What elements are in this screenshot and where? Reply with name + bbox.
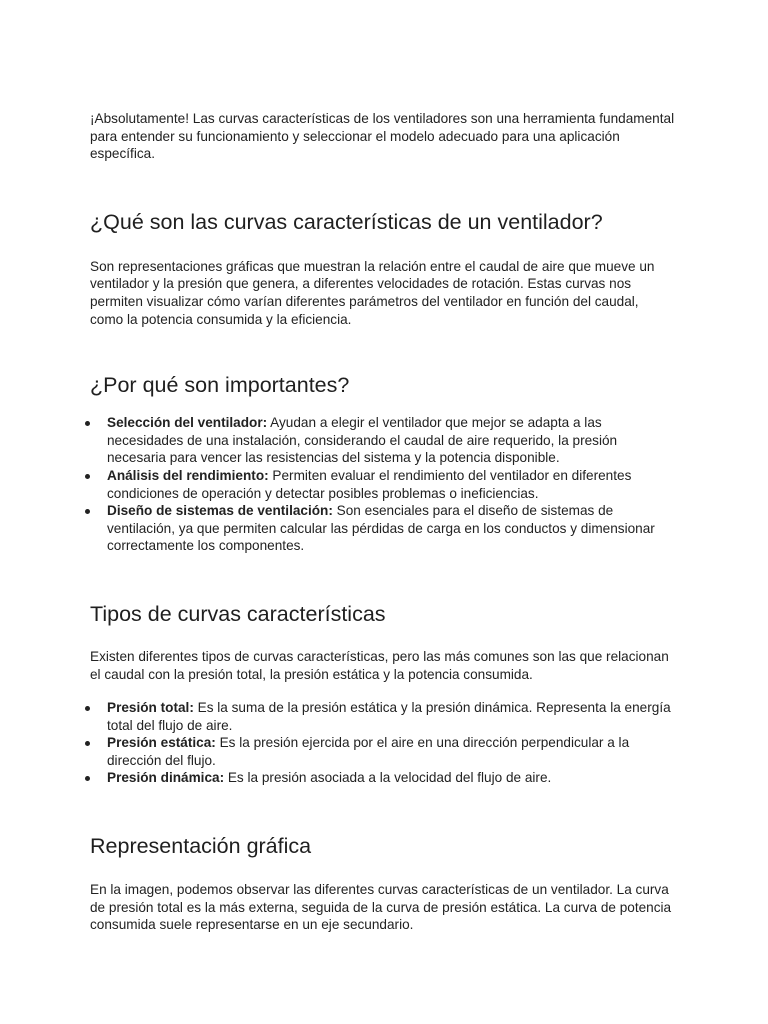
list-item-text: Ayudan a elegir el ventilador que mejor se adapta a las necesidades de una instalación, considerando el caudal de aire requerido, la presión necesaria para vencer las resistencias del sistema y la potencia disponible. bbox=[107, 415, 618, 466]
list-importancia bbox=[90, 414, 675, 555]
heading-por-que: ¿Por qué son importantes? bbox=[90, 373, 350, 398]
list-item bbox=[90, 467, 675, 502]
list-item bbox=[90, 502, 675, 555]
list-item-text: Es la presión asociada a la velocidad del flujo de aire. bbox=[224, 770, 552, 786]
bullet-icon bbox=[85, 421, 90, 426]
document-page bbox=[90, 110, 675, 934]
paragraph-que-son: Son representaciones gráficas que muestran la relación entre el caudal de aire que mueve un ventilador y la presión que genera, a diferentes velocidades de rotación. Estas curvas nos permiten visualizar cómo varían diferentes parámetros del ventilador en función del caudal, como la potencia consumida y la eficiencia. bbox=[90, 258, 655, 327]
bullet-icon bbox=[85, 509, 90, 514]
intro-paragraph: ¡Absolutamente! Las curvas características de los ventiladores son una herramienta fundamental para entender su funcionamiento y seleccionar el modelo adecuado para una aplicación específica. bbox=[90, 111, 675, 162]
heading-representacion: Representación gráfica bbox=[90, 834, 312, 859]
list-item bbox=[90, 414, 675, 467]
heading-que-son: ¿Qué son las curvas características de un ventilador? bbox=[90, 209, 603, 234]
bullet-icon bbox=[85, 741, 90, 746]
list-item-term: Presión dinámica: bbox=[107, 770, 225, 786]
bullet-icon bbox=[85, 706, 90, 711]
paragraph-tipos: Existen diferentes tipos de curvas características, pero las más comunes son las que relacionan el caudal con la presión total, la presión estática y la potencia consumida. bbox=[90, 648, 669, 682]
paragraph-representacion: En la imagen, podemos observar las diferentes curvas características de un ventilador. La curva de presión total es la más externa, seguida de la curva de presión estática. La curva de potencia consumida suele representarse en un eje secundario. bbox=[90, 882, 672, 933]
bullet-icon bbox=[85, 474, 90, 479]
list-item-text: Son esenciales para el diseño de sistemas de ventilación, ya que permiten calcular las pérdidas de carga en los conductos y dimensionar correctamente los componentes. bbox=[107, 503, 655, 554]
list-item-text: Es la presión ejercida por el aire en una dirección perpendicular a la dirección del flujo. bbox=[107, 735, 630, 768]
heading-tipos: Tipos de curvas características bbox=[90, 601, 386, 626]
list-item-term: Presión estática: bbox=[107, 735, 216, 751]
list-item-text: Es la suma de la presión estática y la presión dinámica. Representa la energía total del flujo de aire. bbox=[107, 700, 671, 733]
list-item-term: Selección del ventilador: bbox=[107, 415, 268, 431]
bullet-icon bbox=[85, 776, 90, 781]
list-item bbox=[90, 769, 675, 787]
list-item-text: Permiten evaluar el rendimiento del ventilador en diferentes condiciones de operación y detectar posibles problemas o ineficiencias. bbox=[107, 467, 632, 501]
list-item bbox=[90, 734, 675, 769]
list-item-term: Diseño de sistemas de ventilación: bbox=[107, 503, 333, 519]
list-tipos bbox=[90, 699, 675, 787]
list-item-term: Presión total: bbox=[107, 700, 194, 716]
list-item-term: Análisis del rendimiento: bbox=[107, 467, 269, 483]
list-item bbox=[90, 699, 675, 734]
